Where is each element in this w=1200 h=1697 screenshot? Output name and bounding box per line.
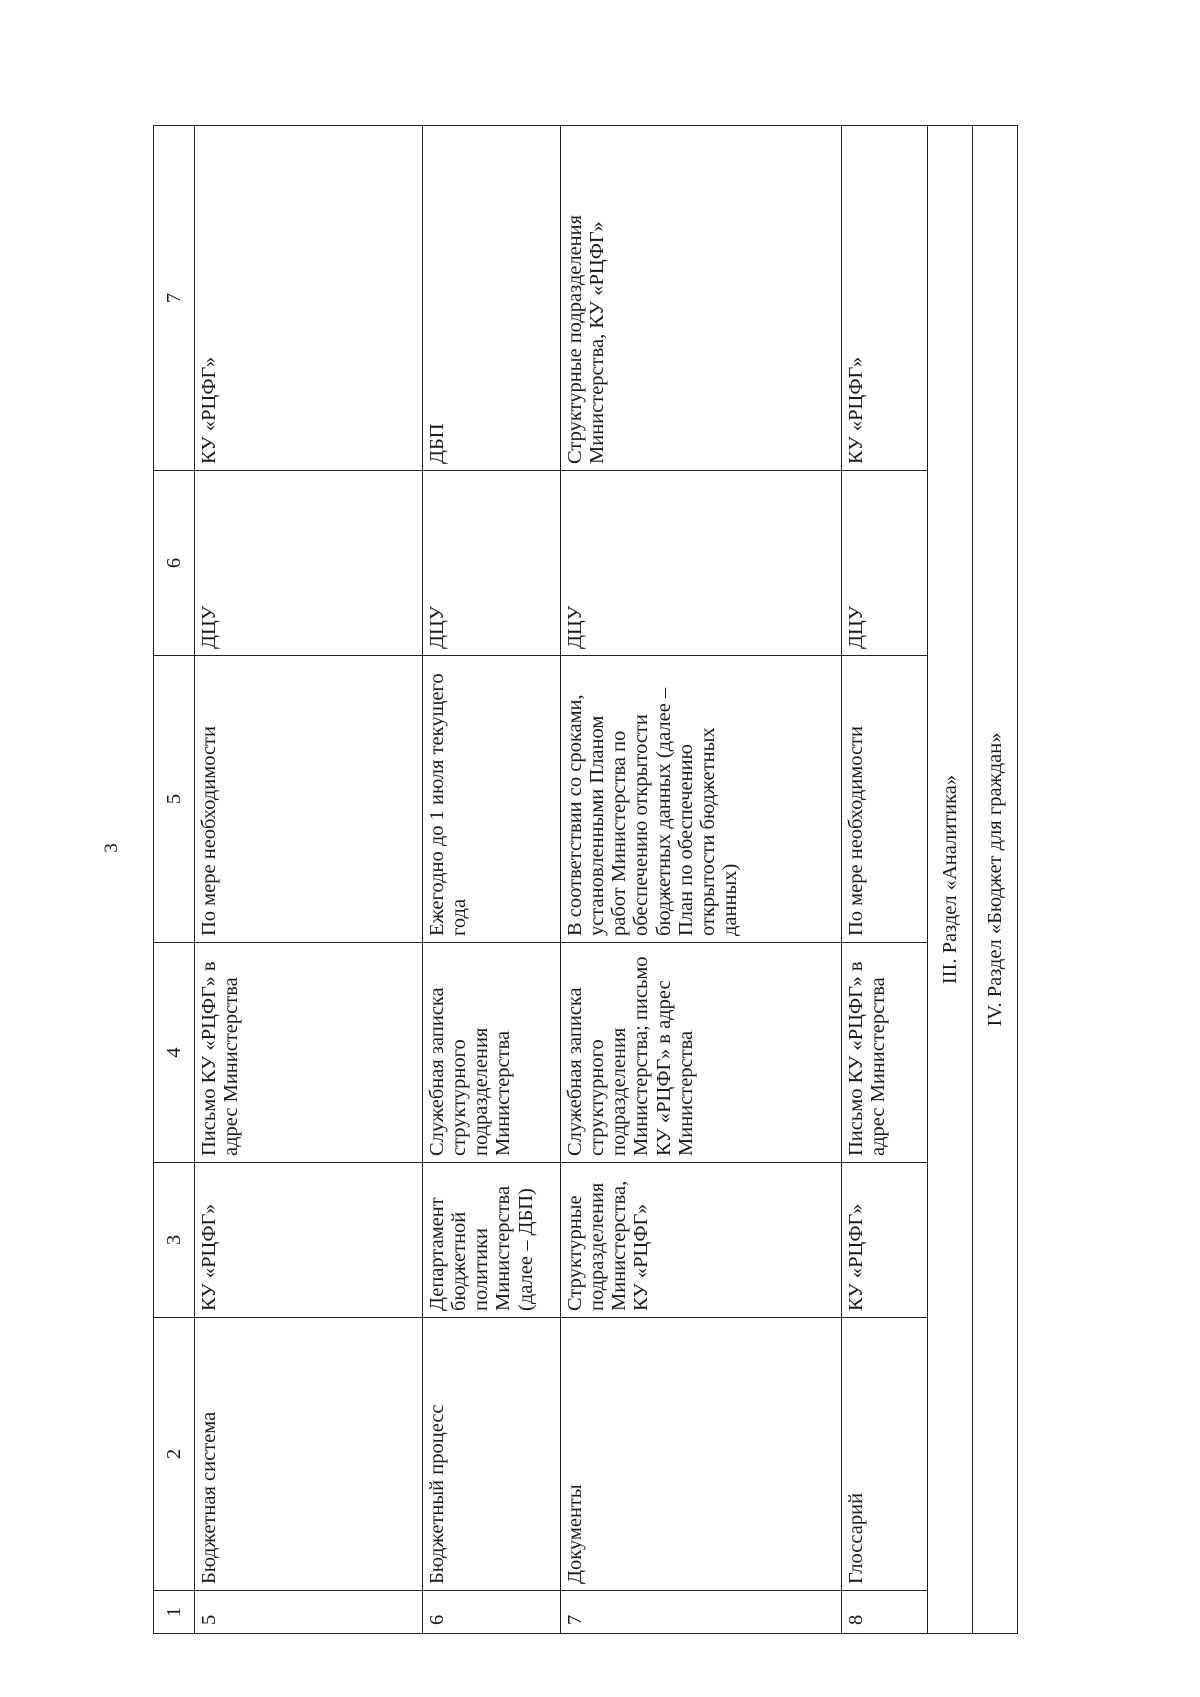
row-number: 7: [561, 1591, 842, 1634]
header-cell: 4: [154, 943, 195, 1163]
deadline: По мере необходимости: [195, 656, 423, 943]
section-name: Бюджетный процесс: [423, 1318, 561, 1591]
row-number: 8: [842, 1591, 928, 1634]
content-owner: КУ «РЦФГ»: [842, 126, 928, 471]
deadline: В соответствии со сроками, установленными Планом работ Министерства по обеспечению открытости бюджетных данных (далее – План по обеспечению открытости бюджетных данных): [561, 656, 842, 943]
responsible: Структурные подразделения Министерства, КУ «РЦФГ»: [561, 1163, 842, 1318]
executor: ДЦУ: [195, 471, 423, 656]
basis-document: Письмо КУ «РЦФГ» в адрес Министерства: [195, 943, 423, 1163]
basis-document: Служебная записка структурного подразделения Министерства: [423, 943, 561, 1163]
header-cell: 6: [154, 471, 195, 656]
header-row: [154, 126, 195, 1634]
section-name: Бюджетная система: [195, 1318, 423, 1591]
basis-document: Служебная записка структурного подразделения Министерства; письмо КУ «РЦФГ» в адрес Министерства: [561, 943, 842, 1163]
table-row: [842, 126, 928, 1634]
section-header-row: [973, 126, 1018, 1634]
section-name: Документы: [561, 1318, 842, 1591]
responsible: КУ «РЦФГ»: [842, 1163, 928, 1318]
content-owner: КУ «РЦФГ»: [195, 126, 423, 471]
content-owner: ДБП: [423, 126, 561, 471]
table-row: [561, 126, 842, 1634]
header-cell: 5: [154, 656, 195, 943]
executor: ДЦУ: [423, 471, 561, 656]
table-row: [195, 126, 423, 1634]
content-owner: Структурные подразделения Министерства, КУ «РЦФГ»: [561, 126, 842, 471]
responsibility-table: [153, 125, 1018, 1634]
header-cell: 3: [154, 1163, 195, 1318]
section-name: Глоссарий: [842, 1318, 928, 1591]
responsible: КУ «РЦФГ»: [195, 1163, 423, 1318]
section-title-analytics: III. Раздел «Аналитика»: [928, 126, 973, 1634]
deadline: По мере необходимости: [842, 656, 928, 943]
header-cell: 1: [154, 1591, 195, 1634]
executor: ДЦУ: [561, 471, 842, 656]
deadline: Ежегодно до 1 июля текущего года: [423, 656, 561, 943]
header-cell: 2: [154, 1318, 195, 1591]
row-number: 5: [195, 1591, 423, 1634]
section-title-citizens-budget: IV. Раздел «Бюджет для граждан»: [973, 126, 1018, 1634]
responsible: Департамент бюджетной политики Министерства (далее – ДБП): [423, 1163, 561, 1318]
basis-document: Письмо КУ «РЦФГ» в адрес Министерства: [842, 943, 928, 1163]
executor: ДЦУ: [842, 471, 928, 656]
rotated-table-container: [153, 126, 1057, 1634]
page-number: 3: [101, 843, 122, 853]
section-header-row: [928, 126, 973, 1634]
header-cell: 7: [154, 126, 195, 471]
row-number: 6: [423, 1591, 561, 1634]
table-row: [423, 126, 561, 1634]
